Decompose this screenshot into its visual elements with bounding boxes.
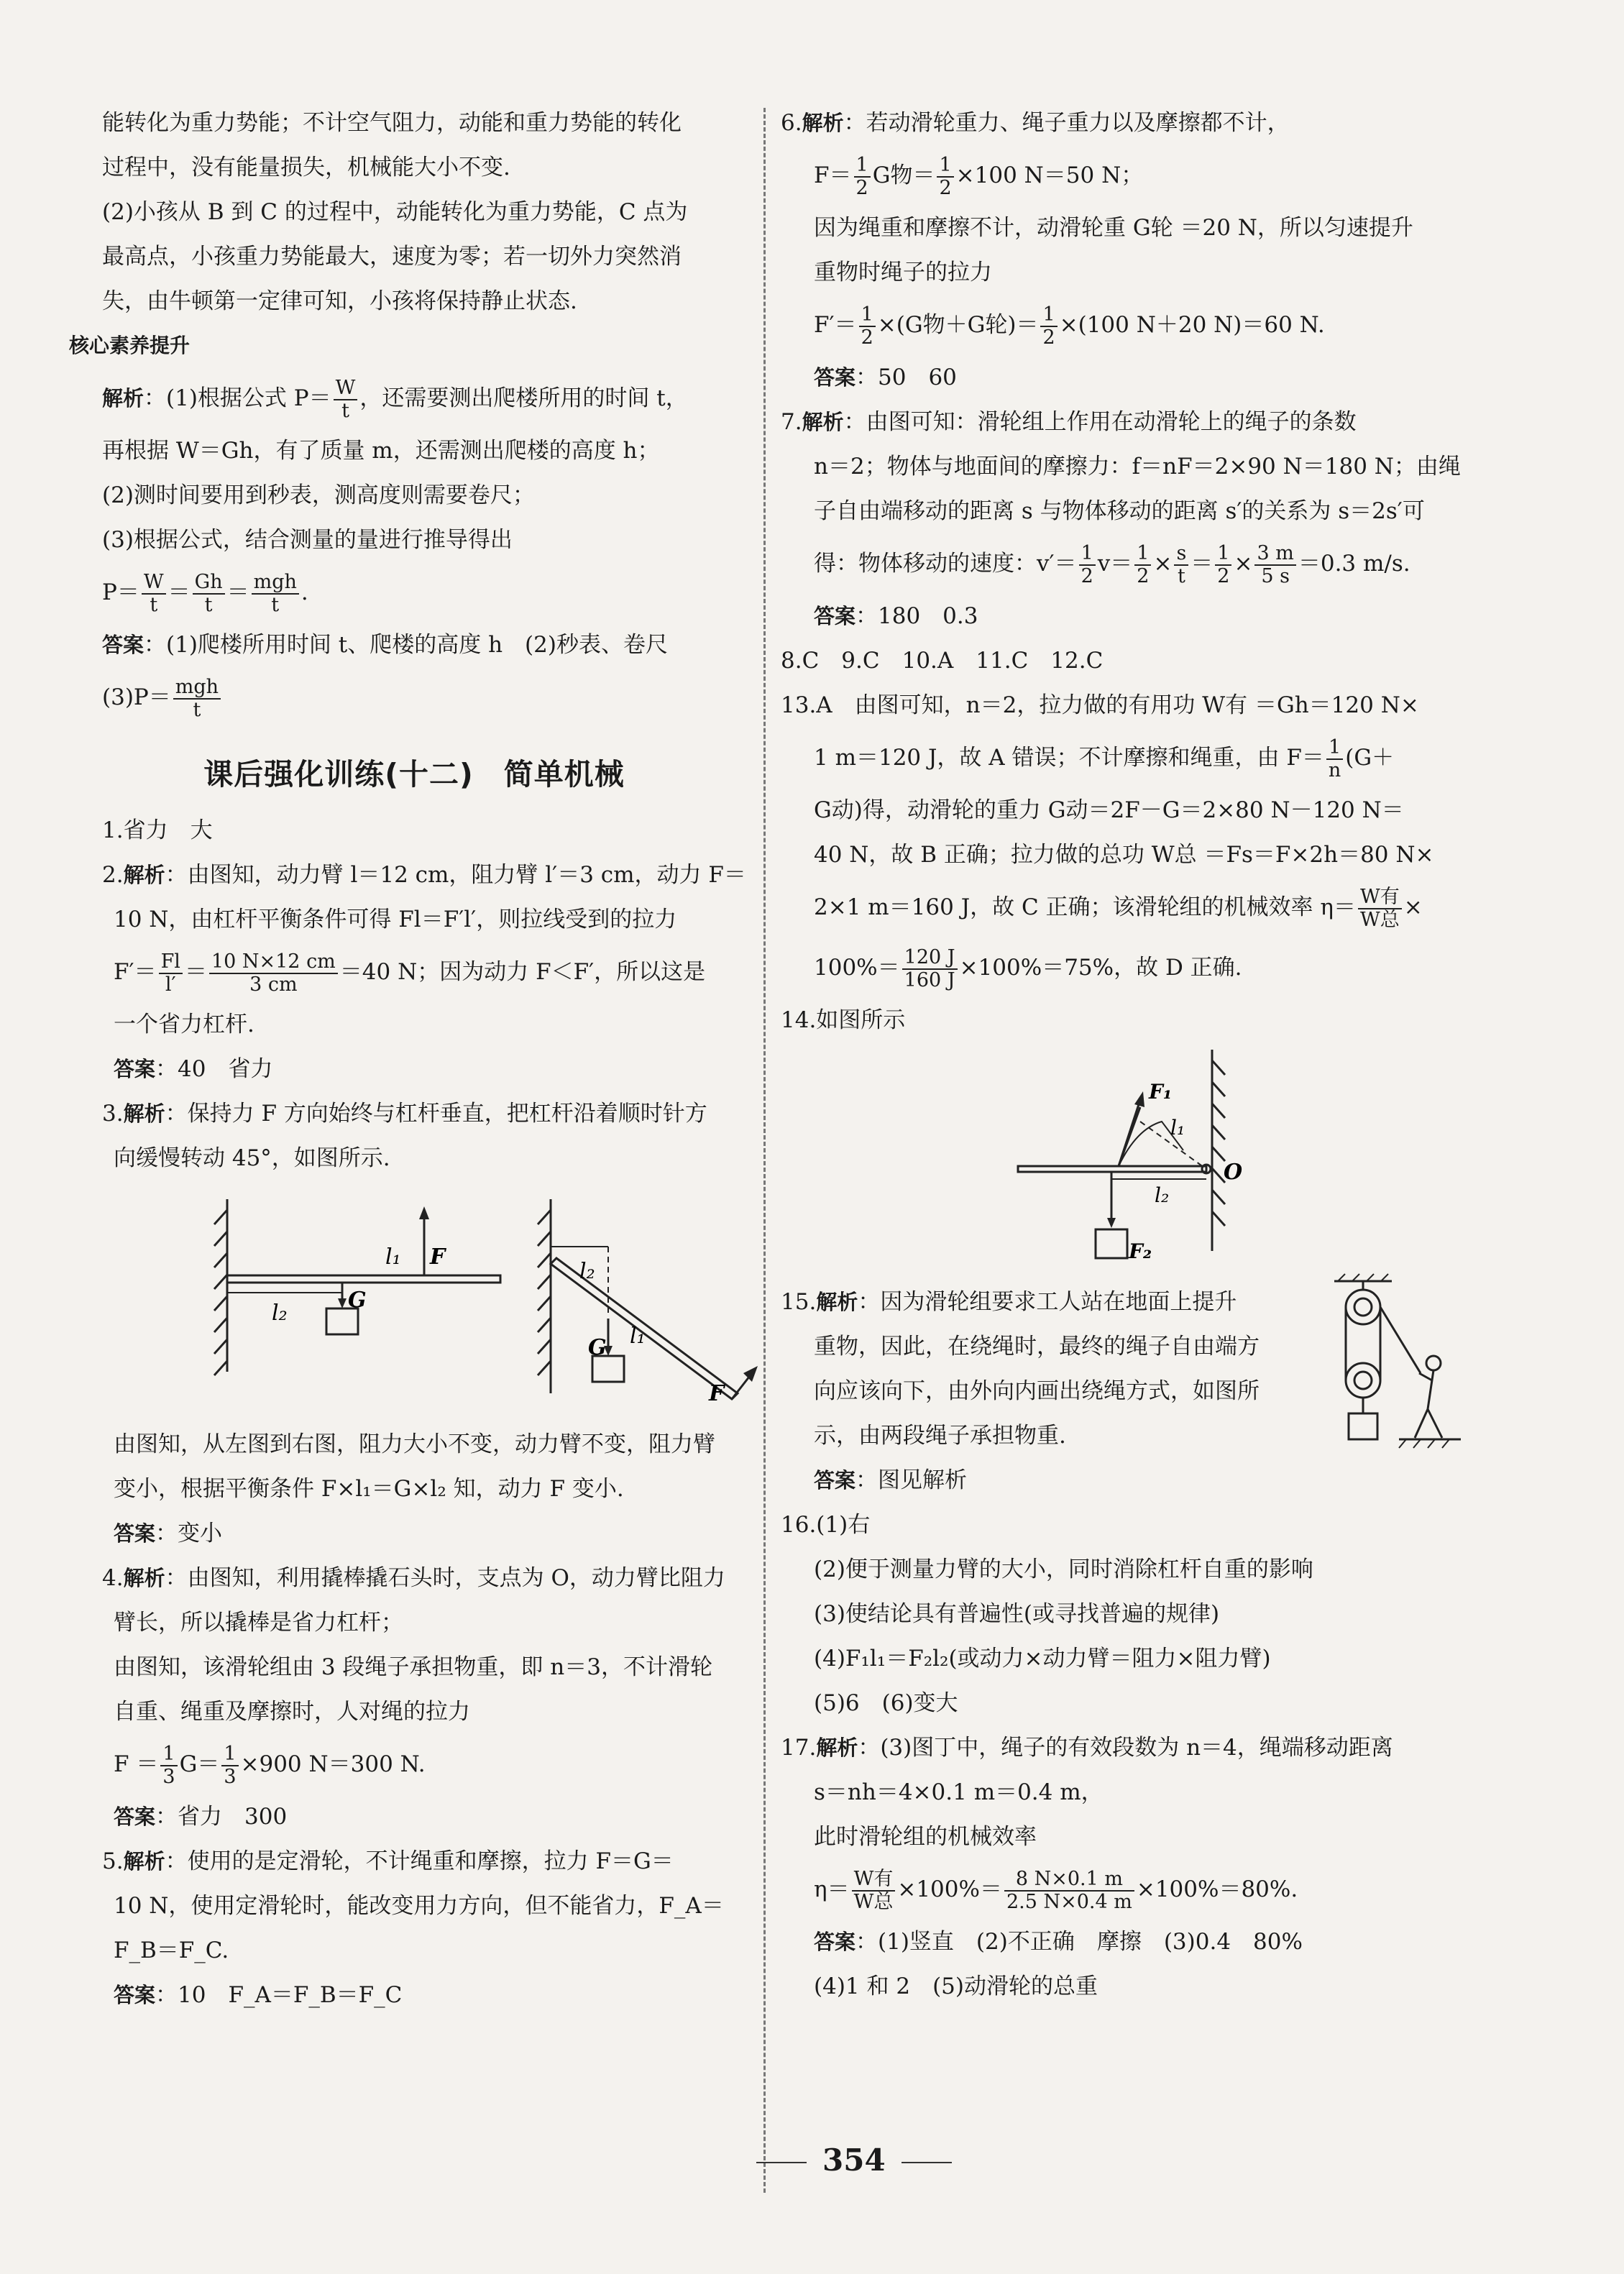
movable-pulley (1346, 1363, 1380, 1398)
label-l1: l₁ (1170, 1116, 1185, 1140)
question-2: 2.解析：由图知，动力臂 l＝12 cm，阻力臂 l′＝3 cm，动力 F＝ (102, 862, 746, 888)
text-line: 失，由牛顿第一定律可知，小孩将保持静止状态. (102, 288, 577, 314)
text-line: 变小，根据平衡条件 F×l₁＝G×l₂ 知，动力 F 变小. (114, 1476, 624, 1502)
text-line: 2×1 m＝160 J，故 C 正确；该滑轮组的机械效率 η＝ W有 W总 × (814, 885, 1423, 931)
lever-force-figure (1011, 1042, 1313, 1280)
fraction: $\frac{W}{t}$ (334, 377, 358, 422)
question-7: 7.解析：由图可知：滑轮组上作用在动滑轮上的绳子的条数 (781, 409, 1357, 435)
text-line: G动)得，动滑轮的重力 G动＝2F－G＝2×80 N－120 N＝ (814, 797, 1404, 823)
core-analysis-line: 解析：(1)根据公式 P＝ $\frac{W}{t}$ ，还需要测出爬楼所用的时间 t， (102, 376, 688, 422)
questions-8-12: 8.C 9.C 10.A 11.C 12.C (781, 648, 1104, 674)
question-14: 14.如图所示 (781, 1007, 906, 1033)
label-g: G (348, 1288, 367, 1313)
label-f: F (430, 1244, 446, 1270)
label-l2: l₂ (1155, 1183, 1170, 1207)
lever-bar (1018, 1166, 1206, 1172)
answer-line: 答案：180 0.3 (814, 603, 978, 629)
lever-rotation-figure (119, 1185, 766, 1422)
label-l2: l₂ (272, 1301, 288, 1326)
text-line: (2)便于测量力臂的大小，同时消除杠杆自重的影响 (814, 1557, 1313, 1582)
right-column (781, 101, 1554, 2009)
text-line: s＝nh＝4×0.1 m＝0.4 m， (814, 1779, 1104, 1805)
text-line: 向应该向下，由外向内画出绕绳方式，如图所 (814, 1378, 1260, 1404)
text-line: 最高点，小孩重力势能最大，速度为零；若一切外力突然消 (102, 244, 682, 270)
answer-line: 答案：10 F_A＝F_B＝F_C (114, 1982, 403, 2008)
svg-text:G: G (588, 1335, 607, 1360)
text-line: 过程中，没有能量损失，机械能大小不变. (102, 155, 510, 180)
label-f1: F₁ (1149, 1080, 1173, 1104)
formula-line: 得：物体移动的速度：v′＝ $\frac{1}{2}$ v＝ $\frac{1}{2}$ × $\frac{s}{t}$ ＝ $\frac{1}{2}$ × $\frac{3 m}{5 s}$ ＝0.3 m/s. (814, 541, 1410, 587)
text-line: 由图知，该滑轮组由 3 段绳子承担物重，即 n＝3，不计滑轮 (114, 1654, 712, 1680)
text-line: (3)根据公式，结合测量的量进行推导得出 (102, 527, 513, 553)
question-6: 6.解析：若动滑轮重力、绳子重力以及摩擦都不计， (781, 110, 1290, 136)
text-line: 一个省力杠杆. (114, 1012, 254, 1037)
text-line: 示，由两段绳子承担物重. (814, 1423, 1066, 1449)
text-line: (4)F₁l₁＝F₂l₂(或动力×动力臂＝阻力×阻力臂) (814, 1646, 1271, 1672)
weight-box (1349, 1413, 1377, 1439)
label-f2: F₂ (1129, 1239, 1152, 1263)
answer-label: 答案 (102, 633, 144, 657)
text-line: 100%＝ $\frac{120 J}{160 J}$ ×100%＝75%，故 D 正确. (814, 945, 1242, 991)
left-column (69, 101, 759, 2017)
pulley-worker-figure (1327, 1273, 1464, 1474)
core-section-heading: 核心素养提升 (69, 334, 191, 357)
text-line: F_B＝F_C. (114, 1938, 229, 1963)
text-line: (3)使结论具有普遍性(或寻找普遍的规律) (814, 1601, 1220, 1627)
answer-line: 答案：(1)竖直 (2)不正确 摩擦 (3)0.4 80% (814, 1929, 1303, 1955)
formula-line: η＝ W有 W总 ×100%＝ $\frac{8 N\times 0.1 m}{2.5 N\times 0.4 m}$ ×100%＝80%. (814, 1867, 1298, 1913)
question-15-block (781, 1280, 1554, 1503)
fixed-pulley (1346, 1290, 1380, 1324)
svg-text:F: F (709, 1381, 725, 1406)
text-line: 40 N，故 B 正确；拉力做的总功 W总 ＝Fs＝F×2h＝80 N× (814, 842, 1434, 868)
formula-line: F ＝ $\frac{1}{3}$ G＝ $\frac{1}{3}$ ×900 N＝300 N. (114, 1742, 426, 1788)
right-wall (538, 1199, 551, 1393)
text-line: 自重、绳重及摩擦时，人对绳的拉力 (114, 1699, 470, 1725)
horizontal-lever (227, 1275, 500, 1283)
worker-head (1426, 1356, 1441, 1370)
text-line: 1 m＝120 J，故 A 错误；不计摩擦和绳重，由 F＝ $\frac{1}{n}$ (G＋ (814, 735, 1395, 781)
column-divider (763, 108, 766, 2193)
answer-line: 答案：(1)爬楼所用时间 t、爬楼的高度 h (2)秒表、卷尺 (102, 632, 668, 658)
text-line: 子自由端移动的距离 s 与物体移动的距离 s′的关系为 s＝2s′可 (814, 498, 1425, 524)
left-wall (214, 1199, 227, 1375)
formula-line: F′＝ $\frac{Fl}{l'}$ ＝ $\frac{10 N\times 12 cm}{3 cm}$ ＝40 N；因为动力 F＜F′，所以这是 (114, 950, 706, 996)
wall (1212, 1050, 1225, 1251)
answer-line: 答案：变小 (114, 1521, 223, 1546)
text-line: 再根据 W＝Gh，有了质量 m，还需测出爬楼的高度 h； (102, 438, 660, 464)
page-number: 354 (740, 2142, 968, 2178)
text-line: (2)测时间要用到秒表，测高度则需要卷尺； (102, 482, 535, 508)
question-16: 16.(1)右 (781, 1512, 871, 1538)
text-line: 重物时绳子的拉力 (814, 260, 992, 285)
section-title: 课后强化训练(十二) 简单机械 (203, 757, 625, 792)
text-line: 此时滑轮组的机械效率 (814, 1824, 1037, 1850)
answer-line: 答案：省力 300 (114, 1804, 288, 1830)
text-line: 向缓慢转动 45°，如图所示. (114, 1145, 390, 1171)
answer-line: 答案：40 省力 (114, 1056, 273, 1082)
svg-text:l₂: l₂ (579, 1259, 595, 1284)
text-line: 重物，因此，在绕绳时，最终的绳子自由端方 (814, 1334, 1260, 1360)
text-line: 臂长，所以撬棒是省力杠杆； (114, 1610, 403, 1636)
answer-line: (4)1 和 2 (5)动滑轮的总重 (814, 1973, 1098, 1999)
text-line: 10 N，由杠杆平衡条件可得 Fl＝F′l′，则拉线受到的拉力 (114, 907, 677, 932)
text-line: n＝2；物体与地面间的摩擦力：f＝nF＝2×90 N＝180 N；由绳 (814, 454, 1461, 480)
text-line: 因为绳重和摩擦不计，动滑轮重 G轮 ＝20 N，所以匀速提升 (814, 215, 1413, 241)
question-4: 4.解析：由图知，利用撬棒撬石头时，支点为 O，动力臂比阻力 (102, 1565, 725, 1591)
answer-line: (3)P＝ mgh t (69, 667, 759, 728)
svg-text:l₁: l₁ (630, 1324, 646, 1349)
weight-box (1096, 1229, 1127, 1258)
question-15: 15.解析：因为滑轮组要求工人站在地面上提升 (781, 1289, 1237, 1315)
text-line: 能转化为重力势能；不计空气阻力，动能和重力势能的转化 (102, 110, 682, 136)
question-17: 17.解析：(3)图丁中，绳子的有效段数为 n＝4，绳端移动距离 (781, 1735, 1393, 1761)
label-o: O (1224, 1160, 1243, 1185)
question-5: 5.解析：使用的是定滑轮，不计绳重和摩擦，拉力 F＝G＝ (102, 1848, 674, 1874)
formula-line: F＝ $\frac{1}{2}$ G物＝ $\frac{1}{2}$ ×100 N＝50 N； (814, 153, 1144, 199)
text-line: 10 N，使用定滑轮时，能改变用力方向，但不能省力，F_A＝ (114, 1893, 724, 1919)
question-3: 3.解析：保持力 F 方向始终与杠杆垂直，把杠杆沿着顺时针方 (102, 1101, 707, 1127)
formula-line: F′＝ $\frac{1}{2}$ ×(G物＋G轮)＝ $\frac{1}{2}$ ×(100 N＋20 N)＝60 N. (814, 303, 1325, 349)
formula-line: P＝ $\frac{W}{t}$ ＝ $\frac{Gh}{t}$ ＝ mgh t . (102, 570, 308, 616)
analysis-label: 解析 (102, 386, 144, 411)
text-line: 由图知，从左图到右图，阻力大小不变，动力臂不变，阻力臂 (114, 1431, 715, 1457)
text-line: (5)6 (6)变大 (814, 1690, 958, 1716)
answer-line: 答案：50 60 (814, 365, 957, 390)
question-13: 13.A 由图可知，n＝2，拉力做的有用功 W有 ＝Gh＝120 N× (781, 692, 1419, 718)
text-line: (2)小孩从 B 到 C 的过程中，动能转化为重力势能，C 点为 (102, 199, 688, 225)
answer-line: 答案：图见解析 (814, 1467, 968, 1493)
label-l1: l₁ (385, 1244, 401, 1270)
question-1: 1.省力 大 (102, 817, 213, 843)
